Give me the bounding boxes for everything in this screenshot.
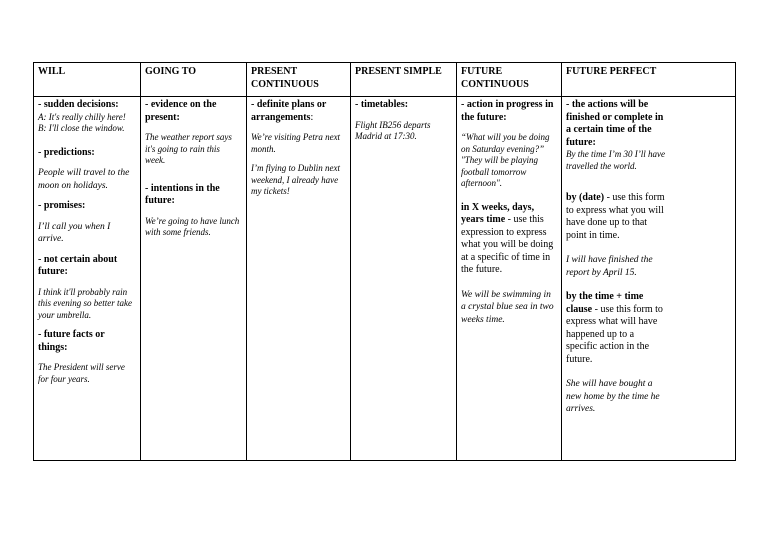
present-continuous-colon: : — [310, 111, 314, 123]
future-continuous-weeks-bold: in X weeks, days, years time — [461, 201, 535, 225]
will-predictions-example: People will travel to the moon on holidays. — [38, 168, 130, 191]
will-promises-example: I’ll call you when I arrive. — [38, 221, 111, 244]
header-present-continuous: PRESENT CONTINUOUS — [247, 63, 351, 97]
going-to-intentions-example: We’re going to have lunch with some friends. — [145, 215, 240, 237]
present-continuous-cell — [247, 97, 351, 461]
future-perfect-by-time-rest: - use this form to express what will have happened up to a specific action in the future. — [566, 303, 663, 365]
future-perfect-by-time-example: She will have bought a new home by the time he arrives. — [566, 379, 660, 414]
will-sudden-example-a: A: It's really chilly here! — [38, 111, 126, 122]
going-to-evidence-example: The weather report says it's going to rain this week. — [145, 132, 232, 165]
future-continuous-example-1: “What will you be doing on Saturday evening?” — [461, 132, 550, 154]
present-continuous-heading — [251, 99, 346, 124]
present-continuous-heading-a: - definite plans or — [251, 99, 327, 110]
going-to-cell — [141, 97, 247, 461]
future-perfect-by-time-rule — [566, 291, 665, 366]
future-perfect-by-time-bold: by the time + time clause — [566, 291, 644, 315]
header-present-simple: PRESENT SIMPLE — [351, 63, 457, 97]
present-continuous-example-2: I’m flying to Dublin next weekend, I already have my tickets! — [251, 163, 340, 196]
present-simple-cell — [351, 97, 457, 461]
will-facts-example: The President will serve for four years. — [38, 362, 125, 384]
will-sudden-example-b: B: I'll close the window. — [38, 123, 125, 133]
will-not-certain-example: I think it'll probably rain this evening so better take your umbrella. — [38, 286, 132, 320]
future-perfect-by-date-bold: by (date) — [566, 192, 605, 203]
content-row — [34, 97, 736, 461]
header-will: WILL — [34, 63, 141, 97]
present-continuous-heading-b: arrangements — [251, 111, 311, 123]
tenses-table — [33, 62, 736, 461]
going-to-intentions-heading: - intentions in the future: — [145, 182, 220, 206]
future-perfect-by-date-rule — [566, 192, 665, 242]
future-perfect-example: By the time I’m 30 I’ll have travelled the world. — [566, 149, 665, 171]
header-going-to: GOING TO — [141, 63, 247, 97]
future-continuous-heading: - action in progress in the future: — [461, 99, 554, 123]
present-simple-example: Flight IB256 departs Madrid at 17:30. — [355, 119, 431, 141]
future-continuous-weeks-rest: - use this expression to express what you will be doing at a specific of time in the future. — [461, 214, 554, 275]
future-continuous-cell — [457, 97, 562, 461]
will-not-certain-heading: - not certain about future: — [38, 253, 118, 277]
present-continuous-example-1: We’re visiting Petra next month. — [251, 132, 341, 154]
future-perfect-heading: - the actions will be finished or complete in a certain time of the future: — [566, 99, 664, 148]
will-sudden-heading: - sudden decisions: — [38, 99, 119, 110]
future-continuous-weeks-example: We will be swimming in a crystal blue sea in two weeks time. — [461, 289, 554, 325]
will-facts-heading: - future facts or things: — [38, 329, 105, 353]
present-simple-heading: - timetables: — [355, 99, 409, 110]
will-predictions-heading: - predictions: — [38, 146, 95, 158]
future-perfect-by-date-example: I will have finished the report by April 15. — [566, 255, 653, 278]
header-row — [34, 63, 736, 97]
will-promises-heading: - promises: — [38, 200, 86, 211]
going-to-evidence-heading: - evidence on the present: — [145, 99, 217, 123]
future-perfect-cell — [562, 97, 736, 461]
future-perfect-by-date-rest: - use this form to express what you will have done up to that point in time. — [566, 192, 665, 241]
future-continuous-weeks-rule — [461, 202, 557, 277]
will-cell — [34, 97, 141, 461]
header-future-perfect: FUTURE PERFECT — [562, 63, 736, 97]
future-continuous-example-2: "They will be playing football tomorrow afternoon". — [461, 155, 539, 188]
header-future-continuous: FUTURE CONTINUOUS — [457, 63, 562, 97]
